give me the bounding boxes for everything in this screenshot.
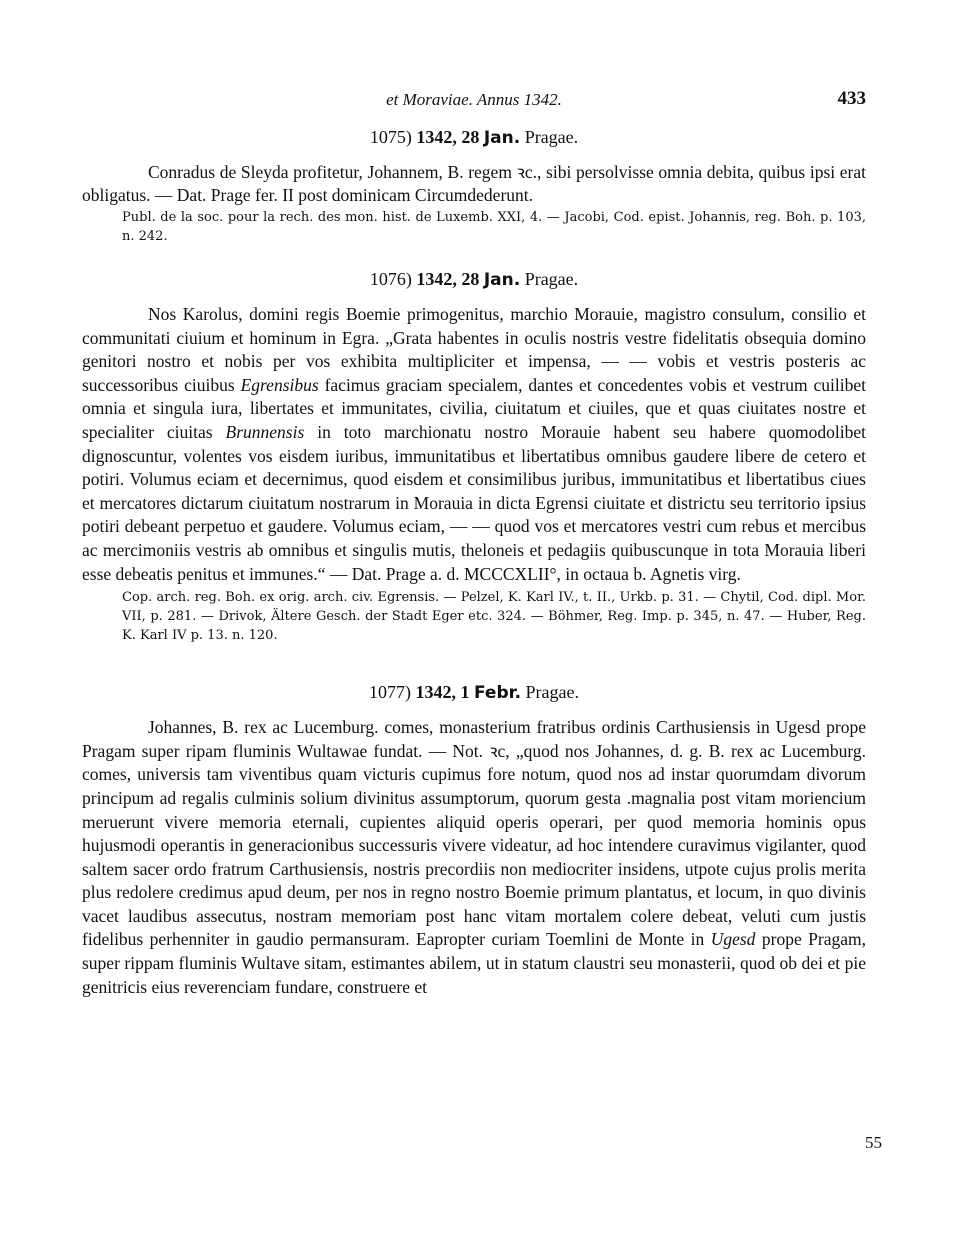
text-part: facimus graciam specialem, dantes et concedentes vobis et vestrum cuilibet omnia et singula iura, libertates et immunitates, civilia, ciuitatum et ciuiles, que et quas ciuitates nostre et specialiter ciuitas — [82, 374, 866, 442]
entry-heading — [82, 124, 866, 151]
text-part: Nos Karolus, domini regis Boemie primogenitus, marchio Morauie, magistro consulum, consilio et communitati ciuium et hominum in Egra. „Grata habentes in oculis nostris vestre fidelitatis obsequia domino genitori nostro et nobis per vos exhibita multipliciter et impensa, — — vobis et vestris posteris ac successoribus ciuibus — [82, 304, 866, 395]
italic-term: Brunnensis — [225, 421, 305, 442]
entry-heading — [82, 679, 866, 706]
entry-1076 — [82, 266, 866, 645]
entry-heading — [82, 266, 866, 293]
entry-number: 1076) — [369, 269, 412, 289]
entry-place: Pragae. — [524, 127, 579, 147]
entry-sources: Cop. arch. reg. Boh. ex orig. arch. civ. Egrensis. — Pelzel, K. Karl IV., t. II., Urkb. p. 31. — Chytil, Cod. dipl. Mor. VII, p. 281. — Drivok, Ältere Gesch. der Stadt Eger etc. 324. — Böhmer, Reg. Imp. p. 345, n. 47. — Huber, Reg. K. Karl IV p. 13. n. 120. — [122, 590, 866, 644]
entry-1077 — [82, 679, 866, 999]
entry-place: Pragae. — [524, 269, 579, 289]
entry-text — [82, 716, 866, 999]
entry-date: 1342, 28 — [416, 269, 480, 289]
text-part: Johannes, B. rex ac Lucemburg. comes, monasterium fratribus ordinis Carthusiensis in Ugesd prope Pragam super ripam fluminis Wultawae fundat. — Not. ꝛc, „quod nos Johannes, d. g. B. rex ac Lucemburg. comes, universis tam viventibus quam victuris cupimus fore notum, quod nos ad instar quorumdam divorum principum ad regalis culminis solium divinitus assumptorum, quorum gesta .magnalia post vitam moriencium meruerunt vivere memoria eternali, cupientes aliquid operis operari, per quod memoria hominis opus hujusmodi operantis in generacionibus successuris vivere videatur, ad hoc intendere curavimus vigilanter, quod saltem sacer ordo fratrum Carthusiensis, nostris precordiis non mediocriter insidens, utpote cujus prolis merita plus redolere credimus apud deum, per nos in regno nostro Boemie primum plantatus, et locum, in quo divinis vacet laudibus assecutus, nostram memoriam post hanc vitam mortalem colere debeat, veluti cum justis fidelibus perhenniter in gaudio permansuram. Eapropter curiam Toemlini de Monte in — [82, 717, 866, 950]
italic-term: Ugesd — [710, 929, 756, 950]
sheet-signature: 55 — [865, 1133, 882, 1152]
entry-month: Febr. — [473, 683, 522, 704]
running-title: et Moraviae. Annus 1342. — [386, 90, 562, 109]
page-number: 433 — [837, 88, 866, 109]
entry-place: Pragae. — [525, 682, 580, 703]
entry-1075 — [82, 124, 866, 246]
text-part: in toto marchionatu nostro Morauie habent seu habere quomodolibet dignoscuntur, volentes vos eisdem iuribus, immunitatibus et libertatibus omnibus gaudere libere de cetero et potiri. Volumus eciam et decernimus, quod eisdem et consimilibus juribus, immunitatibus et libertatibus ciues et mercatores dictarum ciuitatum nostrarum in Morauia in dicta Egrensi ciuitate et districtu seu territorio ipsius potiri debeant perpetuo et gaudere. Volumus eciam, — — quod vos et mercatores vestri cum rebus et mercibus ac mercimoniis vestris ab omnibus et singulis mutis, theloneis et pedagiis quibuscunque in tota Morauia liberi esse debeatis penitus et immunes.“ — Dat. Prage a. d. MCCCXLII°, in octaua b. Agnetis virg. — [82, 421, 866, 584]
running-head — [82, 84, 866, 118]
entry-month: Jan. — [483, 128, 521, 148]
entry-regest: Conradus de Sleyda profitetur, Johannem, B. regem ꝛc., sibi persolvisse omnia debita, quibus ipsi erat obligatus. — Dat. Prage fer. II post dominicam Circumdederunt. — [82, 162, 866, 205]
italic-term: Egrensibus — [240, 374, 319, 395]
entry-date: 1342, 1 — [415, 682, 470, 703]
entry-number: 1077) — [368, 682, 411, 703]
text-part: prope Pragam, super rippam fluminis Wultave sitam, estimantes abilem, ut in statum claustri seu monasterii, quod ob dei et pie genitricis eius reverenciam fundare, construere et — [82, 929, 866, 997]
entry-month: Jan. — [483, 270, 521, 290]
entry-text — [82, 303, 866, 586]
entry-sources: Publ. de la soc. pour la rech. des mon. hist. de Luxemb. XXI, 4. — Jacobi, Cod. epist. Johannis, reg. Boh. p. 103, n. 242. — [122, 210, 866, 244]
entry-number: 1075) — [369, 127, 412, 147]
entry-date: 1342, 28 — [416, 127, 480, 147]
document-page — [82, 84, 866, 999]
